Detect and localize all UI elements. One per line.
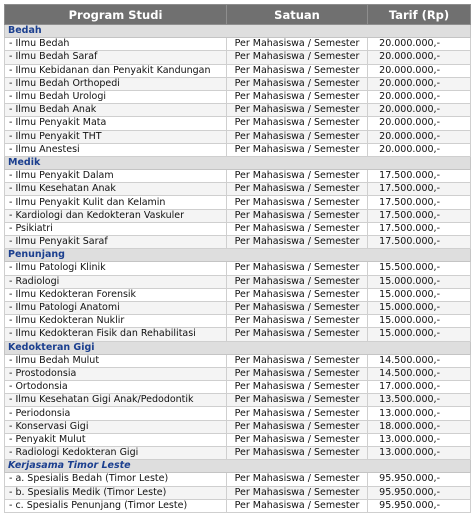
program-studi-cell: - Ilmu Patologi Klinik xyxy=(5,262,227,275)
program-studi-cell: - Ilmu Bedah Anak xyxy=(5,104,227,117)
table-row xyxy=(5,354,471,367)
category-title: Penunjang xyxy=(5,249,471,262)
tarif-cell: 17.500.000,- xyxy=(368,222,471,235)
program-studi-cell: - Ilmu Kesehatan Anak xyxy=(5,183,227,196)
tarif-cell: 15.000.000,- xyxy=(368,275,471,288)
tarif-cell: 20.000.000,- xyxy=(368,90,471,103)
program-studi-cell: - Ilmu Patologi Anatomi xyxy=(5,301,227,314)
tarif-cell: 20.000.000,- xyxy=(368,64,471,77)
satuan-cell: Per Mahasiswa / Semester xyxy=(227,130,368,143)
program-studi-cell: - b. Spesialis Medik (Timor Leste) xyxy=(5,486,227,499)
program-studi-cell: - Ilmu Anestesi xyxy=(5,143,227,156)
tarif-cell: 18.000.000,- xyxy=(368,420,471,433)
satuan-cell: Per Mahasiswa / Semester xyxy=(227,38,368,51)
table-row xyxy=(5,64,471,77)
satuan-cell: Per Mahasiswa / Semester xyxy=(227,328,368,341)
table-row xyxy=(5,328,471,341)
satuan-cell: Per Mahasiswa / Semester xyxy=(227,90,368,103)
program-studi-cell: - Penyakit Mulut xyxy=(5,433,227,446)
tarif-cell: 20.000.000,- xyxy=(368,51,471,64)
header-row xyxy=(5,5,471,25)
satuan-cell: Per Mahasiswa / Semester xyxy=(227,499,368,512)
program-studi-cell: - Radiologi xyxy=(5,275,227,288)
table-row xyxy=(5,170,471,183)
satuan-cell: Per Mahasiswa / Semester xyxy=(227,473,368,486)
tuition-table xyxy=(4,4,471,513)
tarif-cell: 17.500.000,- xyxy=(368,170,471,183)
program-studi-cell: - c. Spesialis Penunjang (Timor Leste) xyxy=(5,499,227,512)
tarif-cell: 17.500.000,- xyxy=(368,196,471,209)
header-satuan: Satuan xyxy=(227,5,368,25)
satuan-cell: Per Mahasiswa / Semester xyxy=(227,301,368,314)
tarif-cell: 15.500.000,- xyxy=(368,262,471,275)
table-row xyxy=(5,38,471,51)
table-row xyxy=(5,275,471,288)
satuan-cell: Per Mahasiswa / Semester xyxy=(227,275,368,288)
program-studi-cell: - Kardiologi dan Kedokteran Vaskuler xyxy=(5,209,227,222)
table-row xyxy=(5,486,471,499)
satuan-cell: Per Mahasiswa / Semester xyxy=(227,354,368,367)
table-row xyxy=(5,209,471,222)
table-row xyxy=(5,301,471,314)
satuan-cell: Per Mahasiswa / Semester xyxy=(227,407,368,420)
category-row xyxy=(5,156,471,169)
table-row xyxy=(5,183,471,196)
satuan-cell: Per Mahasiswa / Semester xyxy=(227,222,368,235)
tarif-cell: 95.950.000,- xyxy=(368,486,471,499)
program-studi-cell: - Psikiatri xyxy=(5,222,227,235)
tarif-cell: 20.000.000,- xyxy=(368,143,471,156)
table-row xyxy=(5,117,471,130)
satuan-cell: Per Mahasiswa / Semester xyxy=(227,262,368,275)
satuan-cell: Per Mahasiswa / Semester xyxy=(227,420,368,433)
satuan-cell: Per Mahasiswa / Semester xyxy=(227,143,368,156)
satuan-cell: Per Mahasiswa / Semester xyxy=(227,433,368,446)
program-studi-cell: - Ilmu Bedah Mulut xyxy=(5,354,227,367)
program-studi-cell: - Ilmu Penyakit Dalam xyxy=(5,170,227,183)
program-studi-cell: - Ilmu Penyakit Mata xyxy=(5,117,227,130)
table-row xyxy=(5,288,471,301)
header-program-studi: Program Studi xyxy=(5,5,227,25)
table-row xyxy=(5,196,471,209)
category-row xyxy=(5,341,471,354)
program-studi-cell: - Ilmu Kesehatan Gigi Anak/Pedodontik xyxy=(5,394,227,407)
program-studi-cell: - Ilmu Bedah Orthopedi xyxy=(5,77,227,90)
table-row xyxy=(5,77,471,90)
satuan-cell: Per Mahasiswa / Semester xyxy=(227,51,368,64)
tarif-cell: 13.000.000,- xyxy=(368,407,471,420)
tarif-cell: 14.500.000,- xyxy=(368,354,471,367)
category-title: Kerjasama Timor Leste xyxy=(5,460,471,473)
program-studi-cell: - Konservasi Gigi xyxy=(5,420,227,433)
program-studi-cell: - Periodonsia xyxy=(5,407,227,420)
program-studi-cell: - Ilmu Penyakit Saraf xyxy=(5,236,227,249)
program-studi-cell: - Ilmu Penyakit THT xyxy=(5,130,227,143)
tarif-cell: 17.500.000,- xyxy=(368,183,471,196)
tarif-cell: 17.500.000,- xyxy=(368,209,471,222)
satuan-cell: Per Mahasiswa / Semester xyxy=(227,381,368,394)
tarif-cell: 95.950.000,- xyxy=(368,499,471,512)
satuan-cell: Per Mahasiswa / Semester xyxy=(227,196,368,209)
program-studi-cell: - Ilmu Bedah Urologi xyxy=(5,90,227,103)
program-studi-cell: - Ilmu Bedah xyxy=(5,38,227,51)
table-body xyxy=(5,25,471,513)
program-studi-cell: - Ilmu Kedokteran Nuklir xyxy=(5,315,227,328)
program-studi-cell: - a. Spesialis Bedah (Timor Leste) xyxy=(5,473,227,486)
program-studi-cell: - Ilmu Kedokteran Forensik xyxy=(5,288,227,301)
table-row xyxy=(5,262,471,275)
header-tarif: Tarif (Rp) xyxy=(368,5,471,25)
table-row xyxy=(5,381,471,394)
satuan-cell: Per Mahasiswa / Semester xyxy=(227,183,368,196)
satuan-cell: Per Mahasiswa / Semester xyxy=(227,486,368,499)
category-title: Medik xyxy=(5,156,471,169)
tarif-cell: 15.000.000,- xyxy=(368,288,471,301)
table-row xyxy=(5,367,471,380)
satuan-cell: Per Mahasiswa / Semester xyxy=(227,209,368,222)
table-row xyxy=(5,447,471,460)
satuan-cell: Per Mahasiswa / Semester xyxy=(227,64,368,77)
tarif-cell: 17.000.000,- xyxy=(368,381,471,394)
table-row xyxy=(5,236,471,249)
satuan-cell: Per Mahasiswa / Semester xyxy=(227,447,368,460)
category-row xyxy=(5,25,471,38)
program-studi-cell: - Ilmu Kedokteran Fisik dan Rehabilitasi xyxy=(5,328,227,341)
program-studi-cell: - Ilmu Penyakit Kulit dan Kelamin xyxy=(5,196,227,209)
table-row xyxy=(5,51,471,64)
satuan-cell: Per Mahasiswa / Semester xyxy=(227,170,368,183)
category-title: Bedah xyxy=(5,25,471,38)
category-row xyxy=(5,249,471,262)
satuan-cell: Per Mahasiswa / Semester xyxy=(227,315,368,328)
satuan-cell: Per Mahasiswa / Semester xyxy=(227,394,368,407)
satuan-cell: Per Mahasiswa / Semester xyxy=(227,104,368,117)
satuan-cell: Per Mahasiswa / Semester xyxy=(227,288,368,301)
table-row xyxy=(5,104,471,117)
category-title: Kedokteran Gigi xyxy=(5,341,471,354)
tarif-cell: 20.000.000,- xyxy=(368,38,471,51)
program-studi-cell: - Ilmu Kebidanan dan Penyakit Kandungan xyxy=(5,64,227,77)
table-row xyxy=(5,143,471,156)
program-studi-cell: - Prostodonsia xyxy=(5,367,227,380)
tarif-cell: 17.500.000,- xyxy=(368,236,471,249)
tarif-cell: 20.000.000,- xyxy=(368,77,471,90)
tarif-cell: 13.000.000,- xyxy=(368,447,471,460)
tarif-cell: 15.000.000,- xyxy=(368,315,471,328)
satuan-cell: Per Mahasiswa / Semester xyxy=(227,117,368,130)
table-row xyxy=(5,130,471,143)
category-row xyxy=(5,460,471,473)
tarif-cell: 20.000.000,- xyxy=(368,117,471,130)
program-studi-cell: - Ortodonsia xyxy=(5,381,227,394)
satuan-cell: Per Mahasiswa / Semester xyxy=(227,236,368,249)
table-row xyxy=(5,433,471,446)
tarif-cell: 20.000.000,- xyxy=(368,130,471,143)
table-row xyxy=(5,473,471,486)
table-row xyxy=(5,315,471,328)
tarif-cell: 13.500.000,- xyxy=(368,394,471,407)
tarif-cell: 13.000.000,- xyxy=(368,433,471,446)
table-row xyxy=(5,420,471,433)
program-studi-cell: - Ilmu Bedah Saraf xyxy=(5,51,227,64)
table-row xyxy=(5,222,471,235)
table-row xyxy=(5,499,471,512)
table-row xyxy=(5,90,471,103)
tarif-cell: 95.950.000,- xyxy=(368,473,471,486)
tarif-cell: 15.000.000,- xyxy=(368,301,471,314)
table-row xyxy=(5,394,471,407)
satuan-cell: Per Mahasiswa / Semester xyxy=(227,367,368,380)
tarif-cell: 14.500.000,- xyxy=(368,367,471,380)
satuan-cell: Per Mahasiswa / Semester xyxy=(227,77,368,90)
tarif-cell: 15.000.000,- xyxy=(368,328,471,341)
tarif-cell: 20.000.000,- xyxy=(368,104,471,117)
program-studi-cell: - Radiologi Kedokteran Gigi xyxy=(5,447,227,460)
table-row xyxy=(5,407,471,420)
